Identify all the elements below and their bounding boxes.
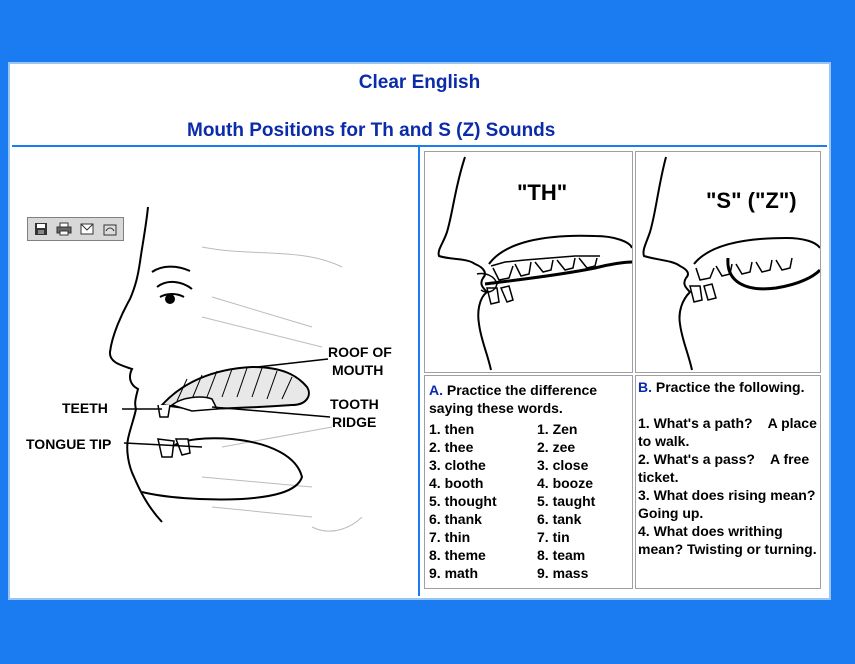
th-word: 6. thank: [429, 511, 482, 527]
s-word: 9. mass: [537, 565, 589, 581]
practice-item: 3. What does rising mean? Going up.: [638, 487, 831, 521]
section-b-panel: [635, 375, 831, 589]
th-label: "TH": [517, 180, 568, 205]
page-title: Clear English: [358, 72, 481, 93]
section-a-heading: [429, 381, 629, 417]
s-word: 3. close: [537, 457, 589, 473]
mouth-diagram: [12, 147, 418, 596]
s-word: 6. tank: [537, 511, 582, 527]
mouth-diagram-cell: [12, 147, 420, 596]
th-word: 7. thin: [429, 529, 471, 545]
header-cell: [12, 66, 827, 147]
section-a-letter: A.: [429, 382, 443, 398]
s-word: 2. zee: [537, 439, 576, 455]
practice-sentences: [638, 414, 831, 558]
roof-leader: [257, 359, 328, 367]
practice-grid: [424, 151, 831, 591]
save-icon[interactable]: [32, 221, 50, 238]
th-word: 2. thee: [429, 439, 474, 455]
content-table: [8, 62, 831, 600]
image-toolbar: [27, 217, 124, 241]
word-pair-row: [429, 546, 595, 564]
s-word: 1. Zen: [537, 421, 578, 437]
label-tooth: TOOTH: [330, 396, 379, 412]
word-pair-row: [429, 510, 595, 528]
label-teeth: TEETH: [62, 400, 108, 416]
eye-pupil: [165, 294, 175, 304]
th-word: 9. math: [429, 565, 479, 581]
print-icon[interactable]: [55, 221, 73, 238]
th-word: 8. theme: [429, 547, 486, 563]
s-word: 5. taught: [537, 493, 596, 509]
practice-item: 2. What's a pass? A free ticket.: [638, 451, 814, 485]
practice-item: 4. What does writhing mean? Twisting or turning.: [638, 523, 817, 557]
word-pair-row: [429, 420, 595, 438]
word-pair-row: [429, 564, 595, 582]
s-word: 8. team: [537, 547, 586, 563]
th-word: 3. clothe: [429, 457, 486, 473]
s-word: 7. tin: [537, 529, 570, 545]
th-mouth-illustration: [425, 152, 632, 372]
word-pair-row: [429, 474, 595, 492]
label-tongue-tip: TONGUE TIP: [26, 436, 112, 452]
section-b-letter: B.: [638, 379, 652, 395]
th-word: 4. booth: [429, 475, 484, 491]
th-word: 1. then: [429, 421, 475, 437]
section-b-heading: [638, 378, 818, 396]
th-panel: [424, 151, 633, 373]
email-icon[interactable]: [78, 221, 96, 238]
word-pair-row: [429, 456, 595, 474]
face-profile-outline: [110, 207, 162, 522]
tooth-ridge-leader: [212, 407, 330, 417]
s-word: 4. booze: [537, 475, 594, 491]
section-a-instruction: Practice the difference saying these words.: [429, 382, 598, 416]
s-z-label: "S" ("Z"): [706, 188, 797, 213]
eye-outline: [157, 282, 192, 289]
label-ridge: RIDGE: [332, 414, 377, 430]
word-pair-row: [429, 438, 595, 456]
word-pairs-list: [429, 420, 595, 582]
label-mouth: MOUTH: [332, 362, 384, 378]
section-b-instruction: Practice the following.: [652, 379, 805, 395]
practice-cell: [420, 147, 831, 596]
page-subtitle: Mouth Positions for Th and S (Z) Sounds: [187, 120, 556, 141]
word-pair-row: [429, 492, 595, 510]
s-z-mouth-illustration: [636, 152, 820, 372]
practice-item: 1. What's a path? A place to walk.: [638, 415, 821, 449]
lower-teeth: [158, 439, 190, 457]
folder-icon[interactable]: [101, 221, 119, 238]
word-pair-row: [429, 528, 595, 546]
section-a-panel: [424, 375, 633, 589]
th-word: 5. thought: [429, 493, 497, 509]
s-z-panel: [635, 151, 821, 373]
brow: [152, 267, 190, 272]
label-roof-of: ROOF OF: [328, 344, 392, 360]
